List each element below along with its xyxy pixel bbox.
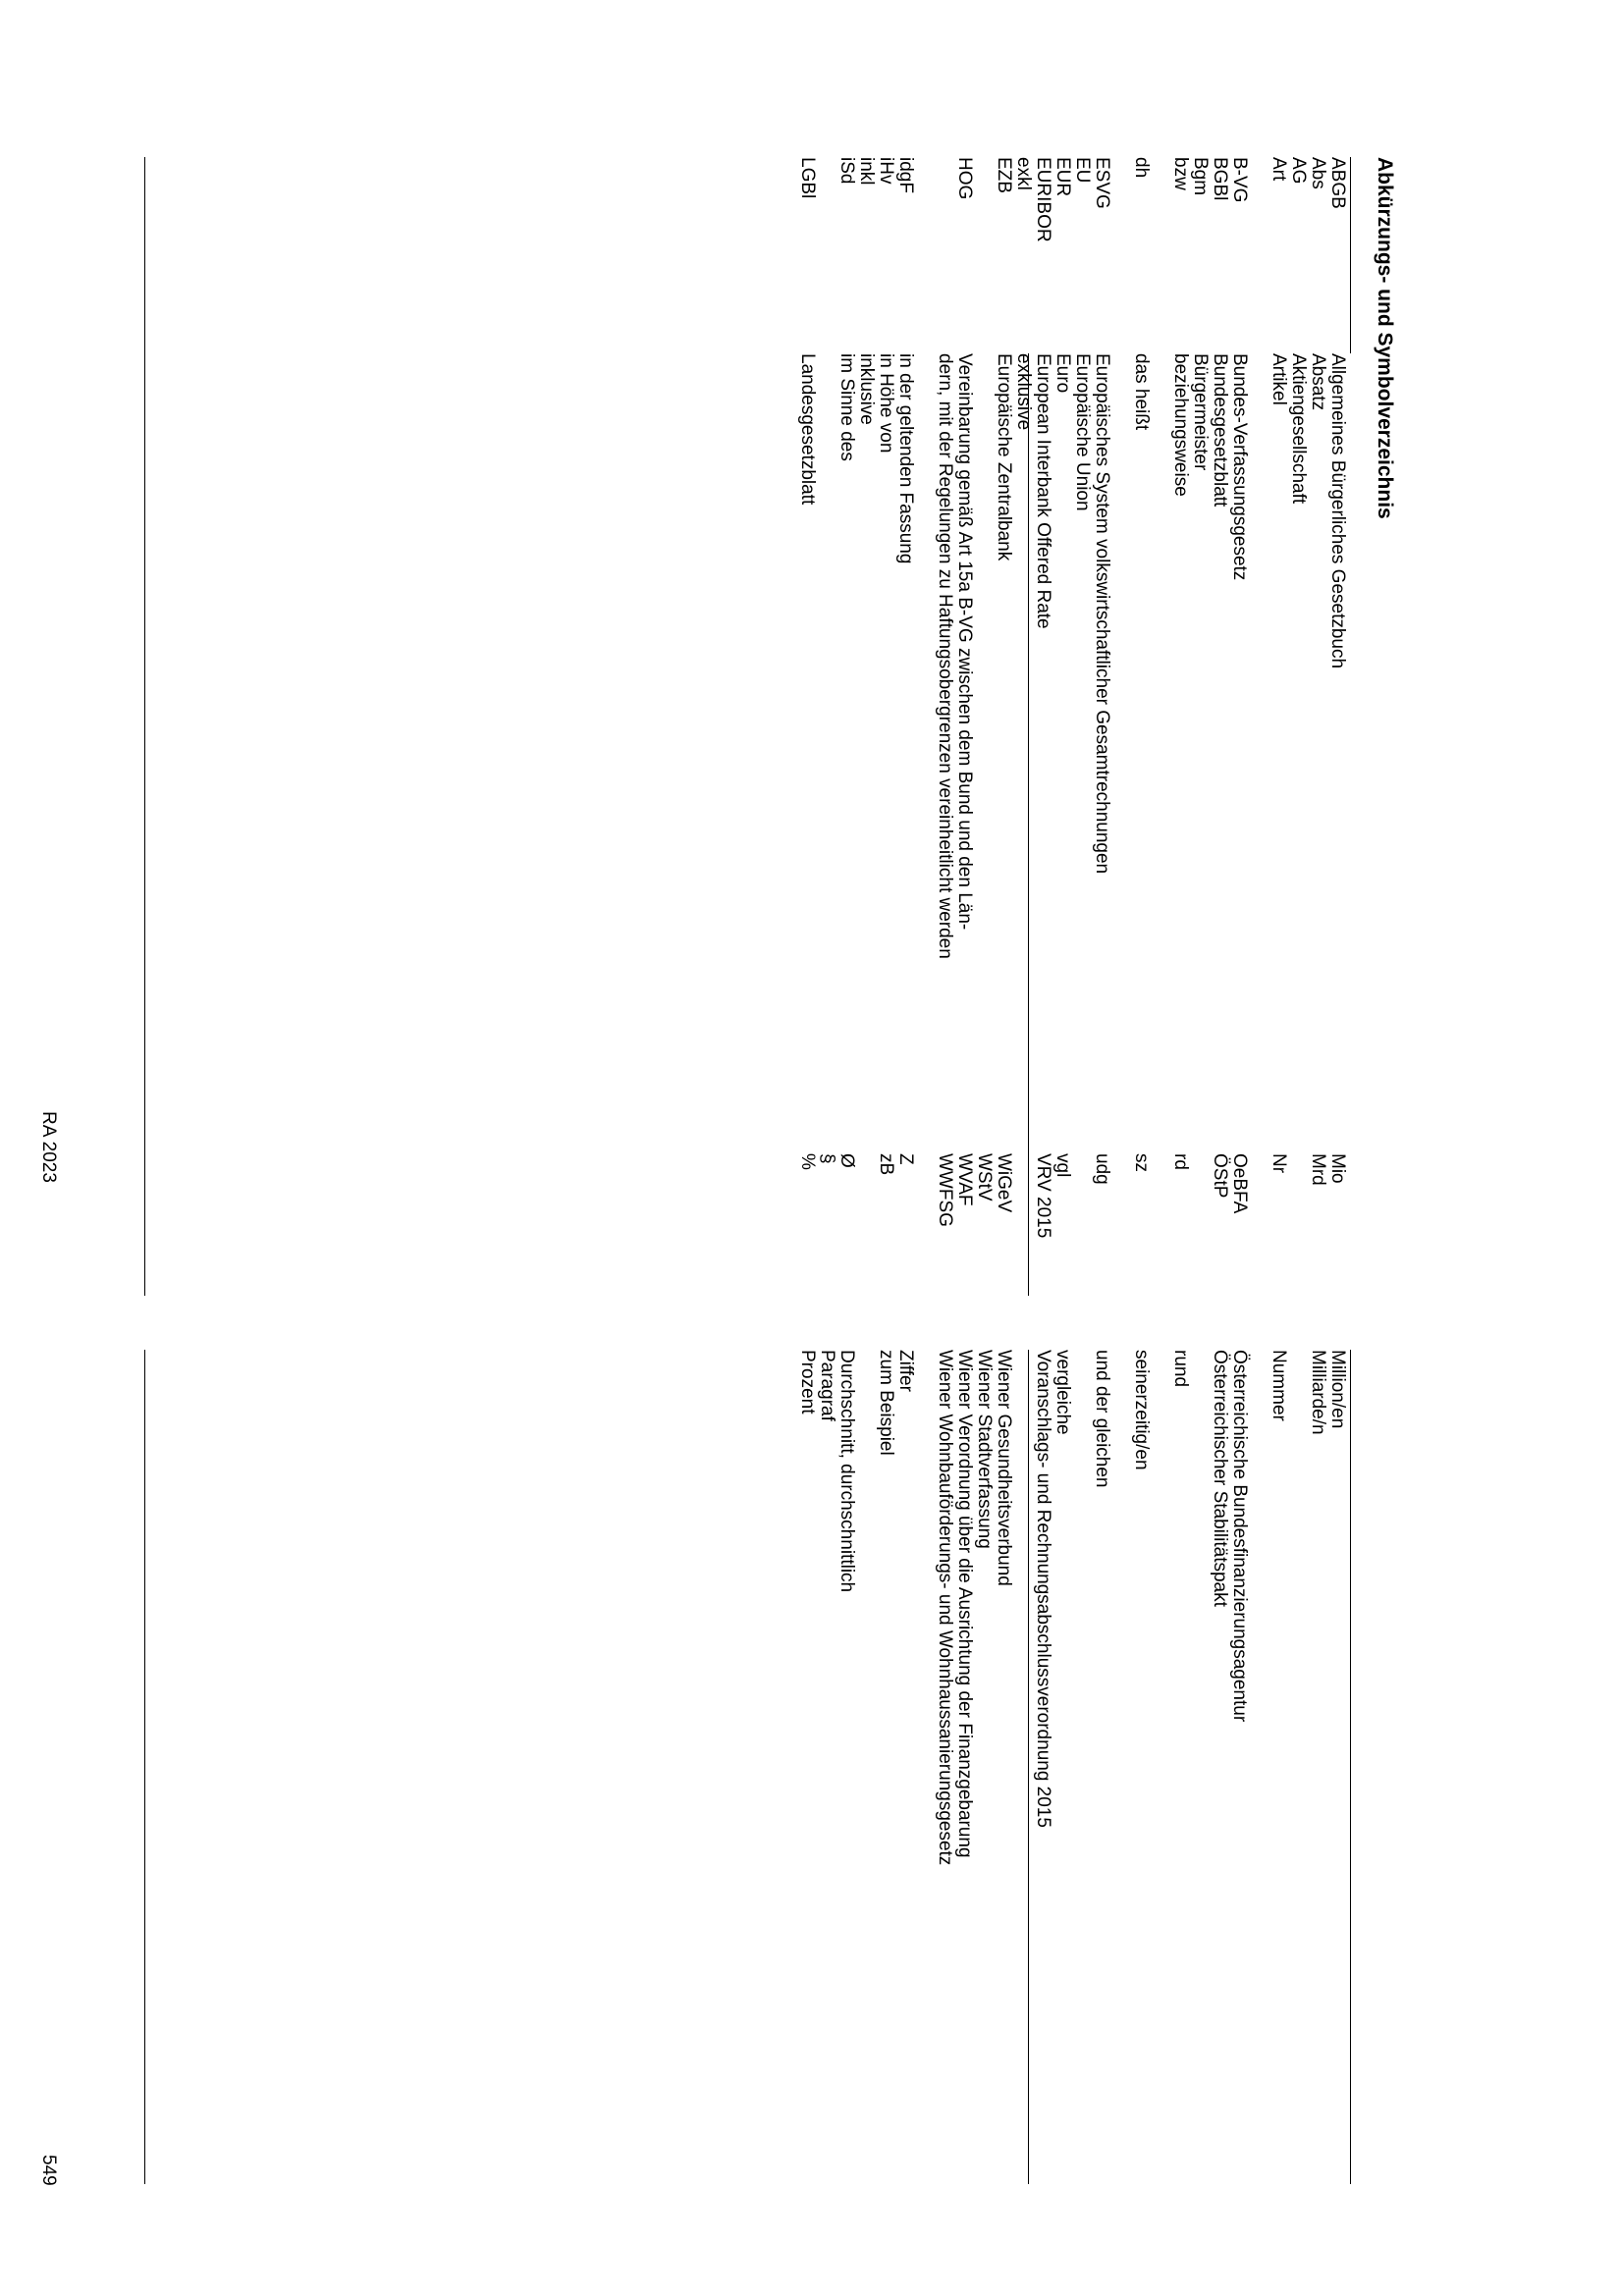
abbreviation: WWFSG [935, 1153, 955, 1227]
definition: Vereinbarung gemäß Art 15a B-VG zwischen dem Bund und den Län- [954, 353, 975, 931]
definition: Voranschlags- und Rechnungsabschlussverordnung 2015 [1033, 1350, 1053, 1828]
definition: seinerzeitig/en [1131, 1350, 1152, 1470]
abbreviation [1111, 157, 1131, 344]
abbreviation: ABGB [1327, 157, 1348, 209]
page-number: 549 [38, 2155, 59, 2186]
definition: Artikel [1268, 353, 1289, 405]
abbreviation: inkl [856, 157, 877, 186]
page-title: Abkürzungs- und Symbolverzeichnis [1374, 157, 1396, 519]
left-bottom-rule [144, 157, 145, 353]
abbreviation: Z [895, 1153, 916, 1165]
definition: Wiener Verordnung über die Ausrichtung der Finanzgebarung [954, 1350, 975, 1858]
abbreviation: WStV [974, 1153, 995, 1201]
abbreviation: rd [1170, 1153, 1191, 1170]
definition: Aktiengesellschaft [1288, 353, 1309, 505]
abbreviation-spacer [935, 157, 954, 344]
abbreviation [1190, 1153, 1210, 1340]
definition: Österreichischer Stabilitätspakt [1210, 1350, 1230, 1607]
definition [1151, 353, 1170, 1237]
abbreviation: udg [1092, 1153, 1112, 1185]
footer-report-label: RA 2023 [38, 1111, 59, 1183]
abbreviation: EZB [994, 157, 1014, 193]
abbreviation [1151, 1153, 1170, 1340]
definition: Million/en [1327, 1350, 1348, 1429]
abbreviation [817, 157, 836, 344]
abbreviation: EUR [1052, 157, 1073, 197]
abbreviation: iHv [876, 157, 896, 185]
definition: in der geltenden Fassung [895, 353, 916, 564]
definition: Euro [1052, 353, 1073, 394]
definition: Europäische Zentralbank [994, 353, 1014, 561]
abbreviation: VRV 2015 [1033, 1153, 1053, 1239]
left-table-top-rule [1350, 157, 1351, 353]
abbreviation: WiGeV [994, 1153, 1014, 1213]
abbreviation [1072, 1153, 1092, 1340]
definition [1288, 1350, 1308, 2184]
definition [1249, 1350, 1268, 2184]
abbreviation [1249, 1153, 1268, 1340]
definition: Milliarde/n [1308, 1350, 1328, 1435]
abbreviation: OeBFA [1229, 1153, 1250, 1214]
abbreviation [974, 157, 994, 344]
definition-continued: dern, mit der Regelungen zu Haftungsobergrenzen vereinheitlicht werden [935, 353, 955, 959]
abbreviation: EU [1072, 157, 1093, 184]
abbreviation: B-VG [1229, 157, 1250, 203]
definition: Bundes-Verfassungsgesetz [1229, 353, 1250, 581]
definition: exklusive [1013, 353, 1034, 431]
abbreviation: sz [1131, 1153, 1152, 1172]
right-bottom-rule [144, 1350, 145, 2184]
definition [1111, 1350, 1131, 2184]
abbreviation [1288, 1153, 1308, 1340]
abbreviation: AG [1288, 157, 1309, 185]
definition: in Höhe von [876, 353, 896, 454]
right-top-rule [1350, 1350, 1351, 2184]
right-abbr-column [797, 1153, 1347, 1340]
abbreviation: § [817, 1153, 837, 1164]
abbreviation: exkl [1013, 157, 1034, 190]
abbreviation: zB [876, 1153, 896, 1176]
definition: Wiener Gesundheitsverbund [994, 1350, 1014, 1586]
definition: beziehungsweise [1170, 353, 1191, 497]
abbreviation: vgl [1052, 1153, 1073, 1178]
definition: Landesgesetzblatt [797, 353, 818, 506]
left-abbr-column [797, 157, 1347, 344]
definition: Wiener Stadtverfassung [974, 1350, 995, 1549]
definition: Paragraf [817, 1350, 837, 1421]
abbreviation: HOG [954, 157, 975, 200]
abbreviation: Mio [1327, 1153, 1348, 1184]
abbreviation: % [797, 1153, 818, 1170]
abbreviation: Nr [1268, 1153, 1289, 1174]
abbreviation: BGBl [1210, 157, 1230, 201]
abbreviation: Ø [836, 1153, 857, 1168]
definition: zum Beispiel [876, 1350, 896, 1456]
abbreviation [915, 1153, 935, 1340]
left-def-column [797, 353, 1347, 1237]
definition: im Sinne des [836, 353, 857, 461]
abbreviation: ÖStP [1210, 1153, 1230, 1199]
left-abbreviation-table [143, 157, 1351, 1158]
definition: Bundesgesetzblatt [1210, 353, 1230, 507]
abbreviation: WVAF [954, 1153, 975, 1206]
definition: Prozent [797, 1350, 818, 1415]
definition: Nummer [1268, 1350, 1289, 1421]
definition: Wiener Wohnbauförderungs- und Wohnhaussanierungsgesetz [935, 1350, 955, 1866]
abbreviation: EURIBOR [1033, 157, 1053, 242]
definition: European Interbank Offered Rate [1033, 353, 1053, 629]
definition [974, 353, 994, 1237]
definition [856, 1350, 876, 2184]
abbreviation: Mrd [1308, 1153, 1328, 1186]
definition [915, 1350, 935, 2184]
abbreviation [1151, 157, 1170, 344]
definition [1151, 1350, 1170, 2184]
definition: Europäische Union [1072, 353, 1093, 511]
definition [1111, 353, 1131, 1237]
definition [915, 353, 935, 1237]
definition: Bürgermeister [1190, 353, 1211, 471]
definition: Europäisches System volkswirtschaftlicher Gesamtrechnungen [1092, 353, 1112, 875]
abbreviation [1249, 157, 1268, 344]
definition: und der gleichen [1092, 1350, 1112, 1488]
definition [817, 353, 836, 1237]
abbreviation [856, 1153, 876, 1340]
abbreviation [915, 157, 935, 344]
abbreviation [1111, 1153, 1131, 1340]
definition [1013, 1350, 1033, 2184]
right-abbreviation-table [143, 1153, 1351, 2184]
definition: das heißt [1131, 353, 1152, 431]
right-wwfsg-separator-rule [1028, 1350, 1029, 2184]
definition: Österreichische Bundesfinanzierungsagentur [1229, 1350, 1250, 1723]
definition: Durchschnitt, durchschnittlich [836, 1350, 857, 1593]
definition: Allgemeines Bürgerliches Gesetzbuch [1327, 353, 1348, 669]
definition: Ziffer [895, 1350, 916, 1392]
abbreviation: Art [1268, 157, 1289, 182]
definition [1190, 1350, 1210, 2184]
definition: vergleiche [1052, 1350, 1073, 1435]
abbreviation: bzw [1170, 157, 1191, 190]
abbreviation: dh [1131, 157, 1152, 179]
abbreviation: Abs [1308, 157, 1328, 189]
abbreviation: Bgm [1190, 157, 1211, 196]
definition: inklusive [856, 353, 877, 425]
abbreviation: ESVG [1092, 157, 1112, 209]
abbreviation: iSd [836, 157, 857, 185]
abbreviation [1013, 1153, 1033, 1340]
definition [1249, 353, 1268, 1237]
definition [1072, 1350, 1092, 2184]
definition: Absatz [1308, 353, 1328, 411]
abbreviation: LGBl [797, 157, 818, 199]
definition: rund [1170, 1350, 1191, 1388]
right-def-column [797, 1350, 1347, 2184]
abbreviation: idgF [895, 157, 916, 193]
